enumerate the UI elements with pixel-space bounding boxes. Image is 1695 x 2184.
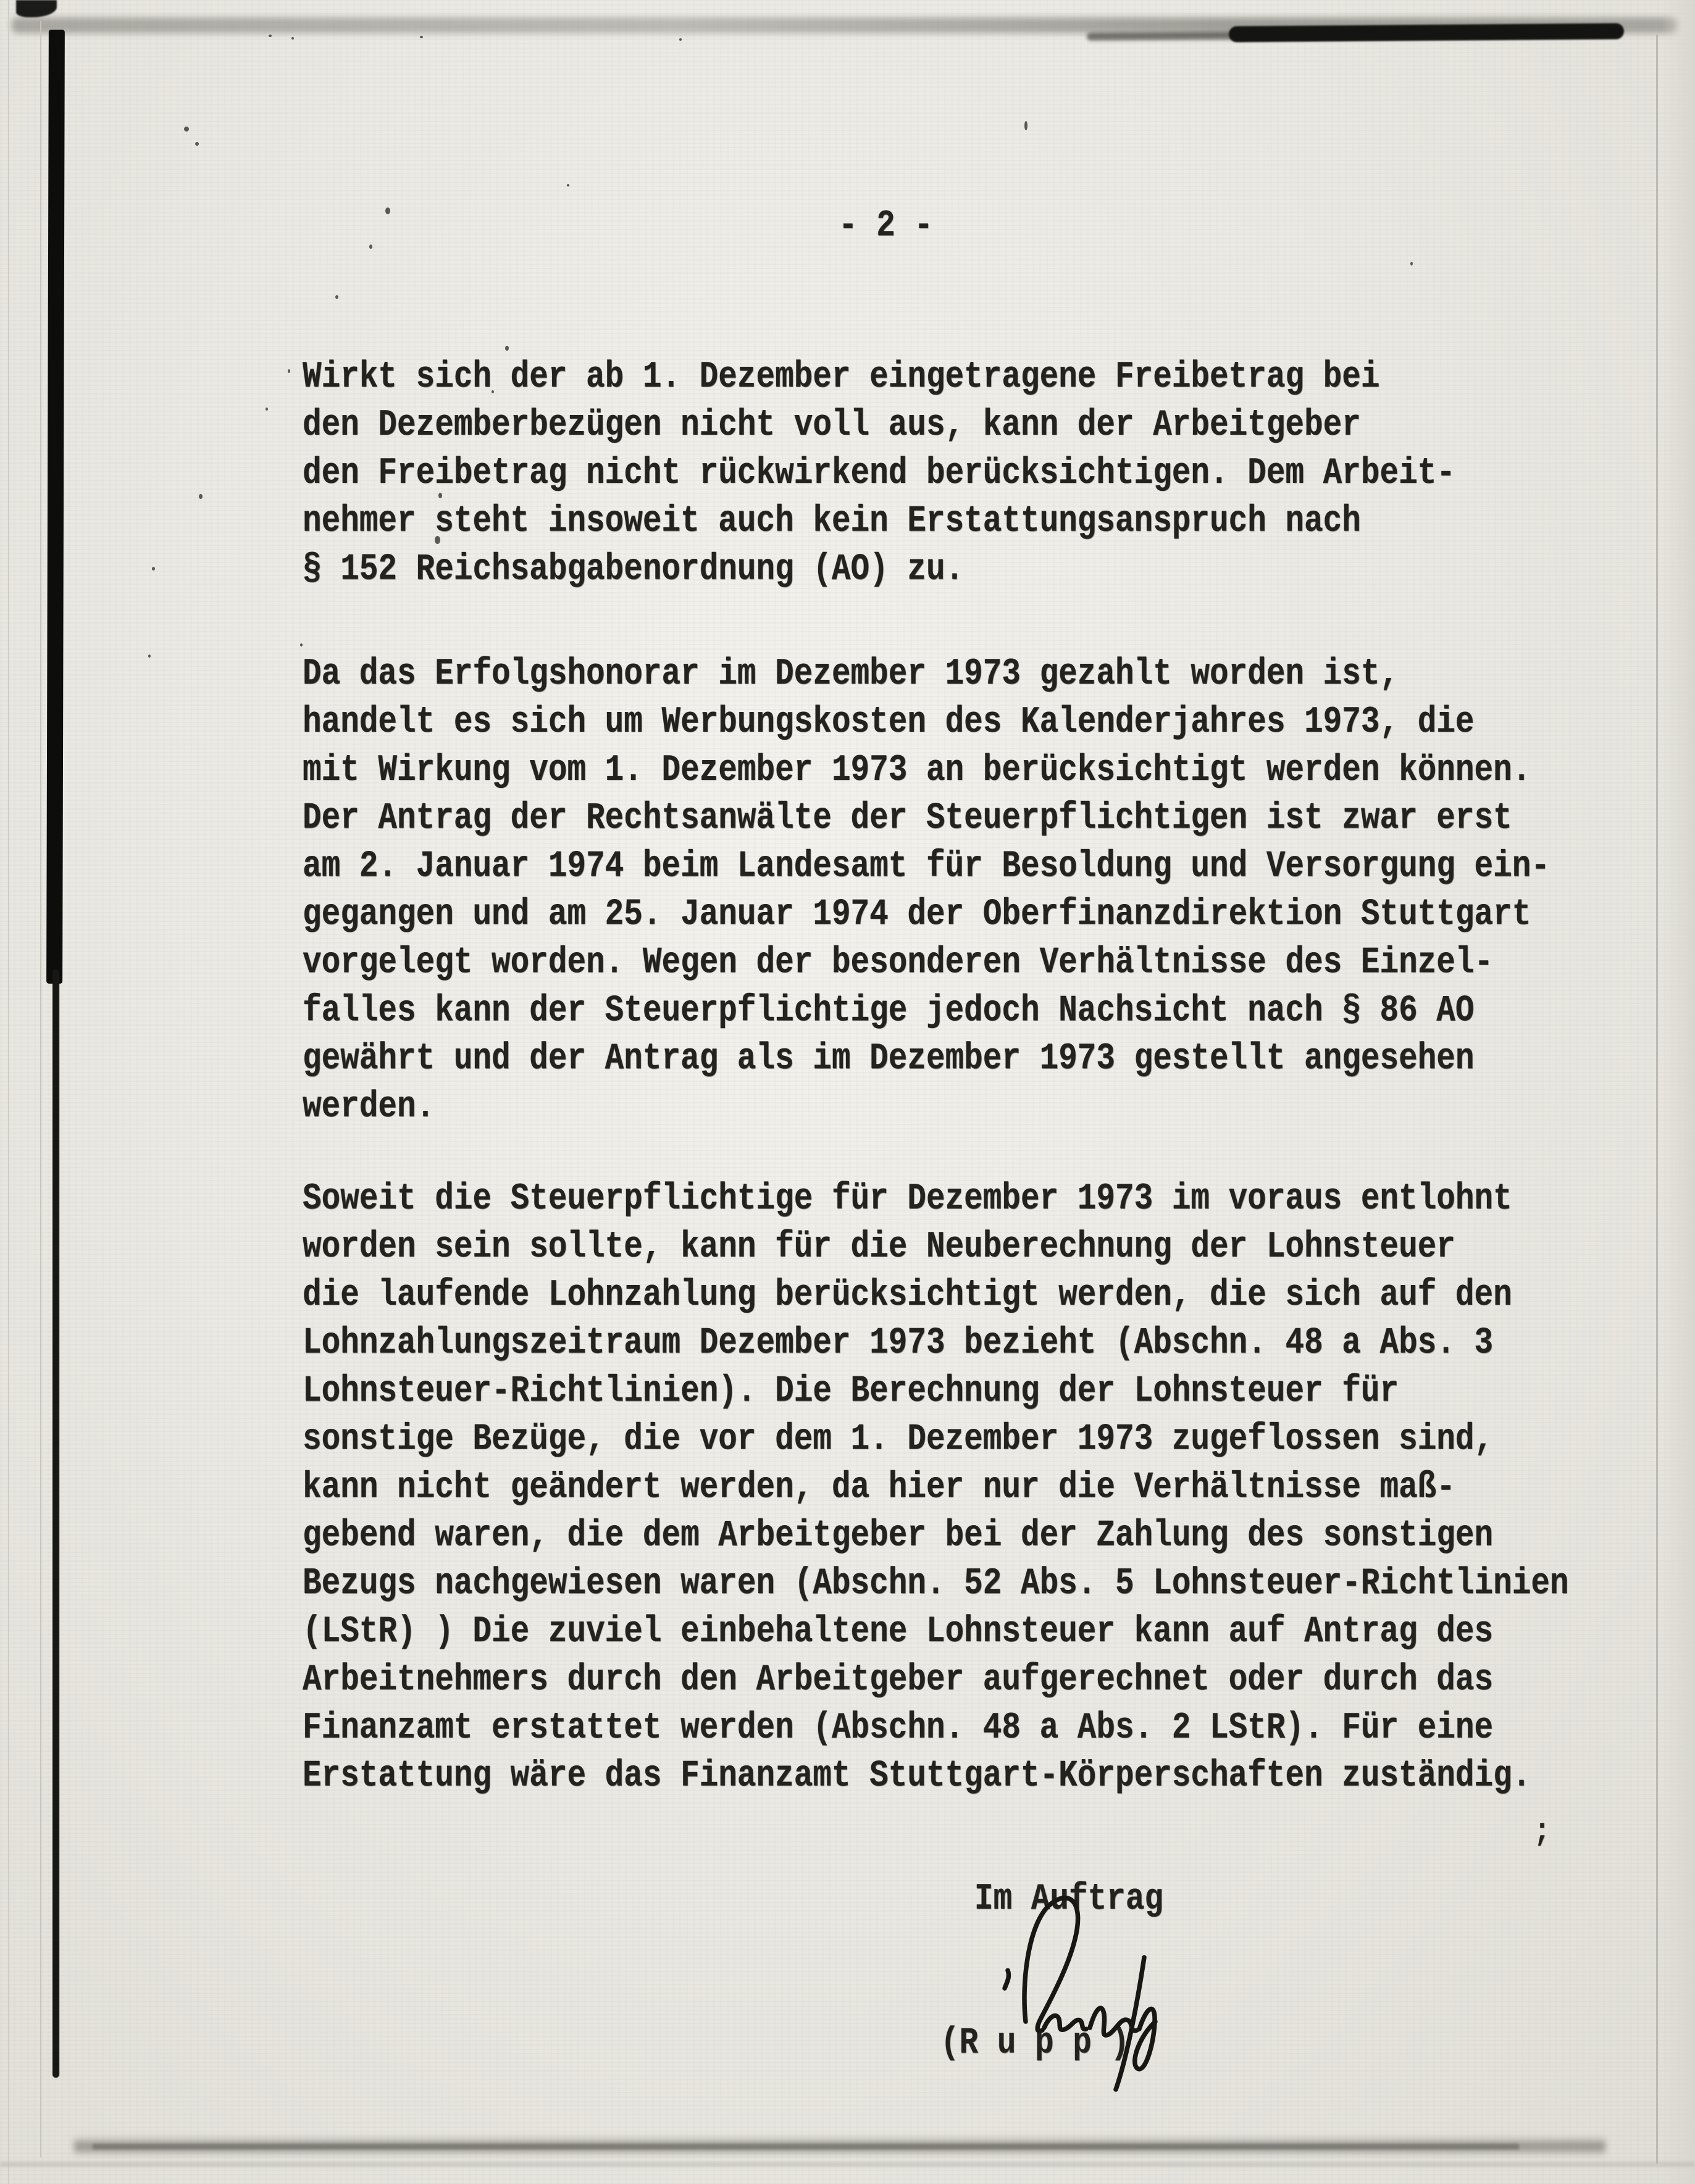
scan-top-right-smudge [1229, 23, 1624, 42]
typed-line: vorgelegt worden. Wegen der besonderen Verhältnisse des Einzel- [303, 942, 1494, 984]
paragraph-2 [303, 651, 1550, 1132]
typed-line: Erstattung wäre das Finanzamt Stuttgart-Körperschaften zuständig. [303, 1755, 1531, 1797]
closing-phrase: Im Auftrag [974, 1878, 1164, 1920]
typed-line: handelt es sich um Werbungskosten des Kalenderjahres 1973, die [303, 701, 1475, 743]
typed-line: am 2. Januar 1974 beim Landesamt für Besoldung und Versorgung ein- [303, 846, 1550, 888]
paragraph-1 [303, 354, 1455, 594]
typed-line: mit Wirkung vom 1. Dezember 1973 an berücksichtigt werden können. [303, 750, 1531, 792]
scan-corner-mark [16, 0, 57, 17]
scan-speck [335, 295, 338, 299]
typed-line: Der Antrag der Rechtsanwälte der Steuerpflichtigen ist zwar erst [303, 798, 1512, 840]
typed-line: gewährt und der Antrag als im Dezember 1973 gestellt angesehen [303, 1038, 1475, 1081]
scan-speck [1410, 262, 1413, 266]
scan-bottom-faint-line [0, 2162, 1695, 2166]
scan-binding-bar-bottom [52, 969, 59, 2078]
scan-speck [195, 142, 199, 146]
typed-line: kann nicht geändert werden, da hier nur die Verhältnisse maß- [303, 1467, 1455, 1509]
typed-line: die laufende Lohnzahlung berücksichtigt werden, die sich auf den [303, 1274, 1512, 1316]
scan-speck [152, 567, 155, 571]
typed-line: Da das Erfolgshonorar im Dezember 1973 gezahlt worden ist, [303, 653, 1399, 695]
scan-speck [369, 245, 372, 249]
scan-speck [148, 655, 151, 658]
typed-line: § 152 Reichsabgabenordnung (AO) zu. [303, 549, 965, 591]
typed-line: Soweit die Steuerpflichtige für Dezember 1973 im voraus entlohnt [303, 1178, 1512, 1220]
typed-line: Lohnsteuer-Richtlinien). Die Berechnung der Lohnsteuer für [303, 1371, 1399, 1413]
typed-line: Bezugs nachgewiesen waren (Abschn. 52 Abs. 5 Lohnsteuer-Richtlinien [303, 1563, 1569, 1605]
typed-signer-name: (R u p p ) [940, 2022, 1130, 2064]
scan-speck [300, 643, 303, 646]
typed-line: den Dezemberbezügen nicht voll aus, kann der Arbeitgeber [303, 404, 1361, 446]
typed-line: falles kann der Steuerpflichtige jedoch Nachsicht nach § 86 AO [303, 990, 1475, 1032]
paper-left-edge [8, 0, 9, 2184]
scan-binding-bar-top [46, 30, 65, 984]
typed-line: gebend waren, die dem Arbeitgeber bei der Zahlung des sonstigen [303, 1515, 1494, 1557]
scan-speck [385, 207, 390, 214]
typed-line: nehmer steht insoweit auch kein Erstattungsanspruch nach [303, 501, 1361, 543]
scan-speck [420, 36, 423, 38]
typed-line: Wirkt sich der ab 1. Dezember eingetragene Freibetrag bei [303, 356, 1380, 398]
scan-speck [505, 346, 509, 351]
typed-line: Lohnzahlungszeitraum Dezember 1973 bezieht (Abschn. 48 a Abs. 3 [303, 1323, 1494, 1365]
page-number: - 2 - [839, 205, 934, 247]
typed-line: Arbeitnehmers durch den Arbeitgeber aufgerechnet oder durch das [303, 1659, 1494, 1701]
scan-speck [288, 369, 290, 373]
stray-ink-mark: ; [1534, 1814, 1551, 1851]
typed-line: sonstige Bezüge, die vor dem 1. Dezember 1973 zugeflossen sind, [303, 1419, 1494, 1461]
typed-line: werden. [303, 1086, 435, 1128]
typed-line: gegangen und am 25. Januar 1974 der Oberfinanzdirektion Stuttgart [303, 894, 1531, 936]
typed-line: den Freibetrag nicht rückwirkend berücksichtigen. Dem Arbeit- [303, 453, 1455, 495]
scan-smudge-tail [1087, 31, 1247, 41]
scan-speck [199, 494, 203, 499]
handwritten-signature-icon [979, 1885, 1244, 2094]
typed-line: Finanzamt erstattet werden (Abschn. 48 a Abs. 2 LStR). Für eine [303, 1707, 1494, 1749]
typed-line: (LStR) ) Die zuviel einbehaltene Lohnsteuer kann auf Antrag des [303, 1611, 1494, 1653]
paragraph-3 [303, 1176, 1569, 1801]
scan-speck [291, 37, 294, 40]
scan-bottom-shadow-core [93, 2144, 1519, 2149]
typed-line: worden sein sollte, kann für die Neuberechnung der Lohnsteuer [303, 1226, 1455, 1268]
paper-crease-line [40, 21, 41, 2157]
scan-speck [567, 184, 569, 186]
scan-speck [269, 35, 272, 37]
scan-speck [679, 38, 682, 41]
scan-speck [184, 127, 189, 132]
paper-right-edge-line [1656, 35, 1658, 2164]
scan-speck [266, 408, 268, 411]
paper-right-edge-shade [1662, 0, 1695, 2184]
scan-speck [1024, 121, 1027, 130]
